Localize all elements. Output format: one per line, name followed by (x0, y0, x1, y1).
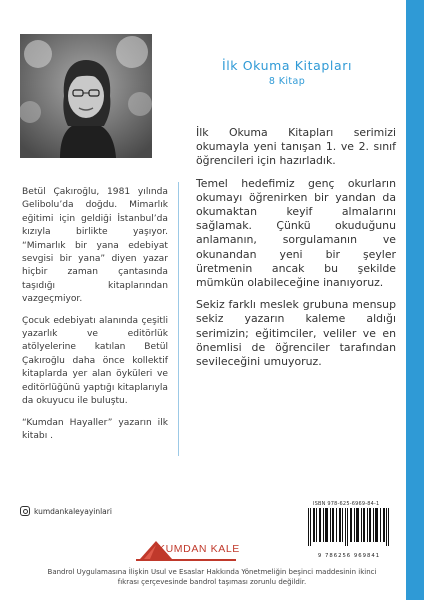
author-photo (20, 34, 152, 158)
description-paragraph: Temel hedefimiz genç okurların okumayı öğrenirken bir yandan da okumaktan keyif almalarını sağlamak. Çünkü okuduğunu anlamanın, sorgulamanın ve okunandan yeni bir şeyler üretmenin ancak bu şekilde mümkün olabileceğine inanıyoruz. (196, 176, 396, 290)
series-description (196, 126, 396, 377)
author-bio-paragraph: Betül Çakıroğlu, 1981 yılında Gelibolu’da doğdu. Mimarlık eğitimi için geldiği İstanbul’da kızıyla birlikte yaşıyor. “Mimarlık bir yana edebiyat sevgisi bir yana” diyen yazar hiçbir zaman çantasında taşıdığı kitaplarından vazgeçmiyor. (22, 187, 168, 305)
author-bio (22, 186, 168, 451)
author-bio-paragraph: Çocuk edebiyatı alanında çeşitli yazarlık ve editörlük atölyelerine katılan Betül Çakıroğlu daha önce kollektif kitaplarda yer alan öyküleri ve editörlüğünü yaptığı kitaplarıyla da okuyucu ile buluştu. (22, 315, 168, 407)
description-paragraph: İlk Okuma Kitapları serimizi okumayla yeni tanışan 1. ve 2. sınıf öğrencileri için hazırladık. (196, 126, 396, 168)
bandrol-notice-line: Bandrol Uygulamasına İlişkin Usul ve Esaslar Hakkında Yönetmeliğin beşinci maddesinin ikinci (47, 568, 377, 576)
author-bio-paragraph: “Kumdan Hayaller” yazarın ilk kitabı . (22, 417, 168, 441)
instagram-icon (20, 506, 30, 516)
column-divider (178, 182, 179, 456)
description-paragraph: Sekiz farklı meslek grubuna mensup sekiz yazarın kaleme aldığı serimizin; eğitimciler, veliler ve en önemlisi de öğrenciler tarafından sevileceğini umuyoruz. (196, 298, 396, 369)
publisher-name: KUMDAN KALE (158, 543, 240, 555)
bandrol-notice-line: fıkrası çerçevesinde bandrol taşıması zorunlu değildir. (117, 577, 307, 586)
isbn-label: ISBN 978-625-6969-84-1 (313, 501, 380, 507)
barcode-number: 9 786256 969841 (317, 553, 381, 559)
bandrol-notice (20, 568, 404, 588)
barcode-icon (306, 508, 392, 546)
instagram-handle-text: kumdankaleyayinlari (34, 506, 112, 516)
series-subtitle: 8 Kitap (268, 76, 306, 87)
series-title: İlk Okuma Kitapları (221, 58, 353, 73)
blue-edge-strip (406, 0, 424, 600)
instagram-handle[interactable] (20, 506, 112, 516)
